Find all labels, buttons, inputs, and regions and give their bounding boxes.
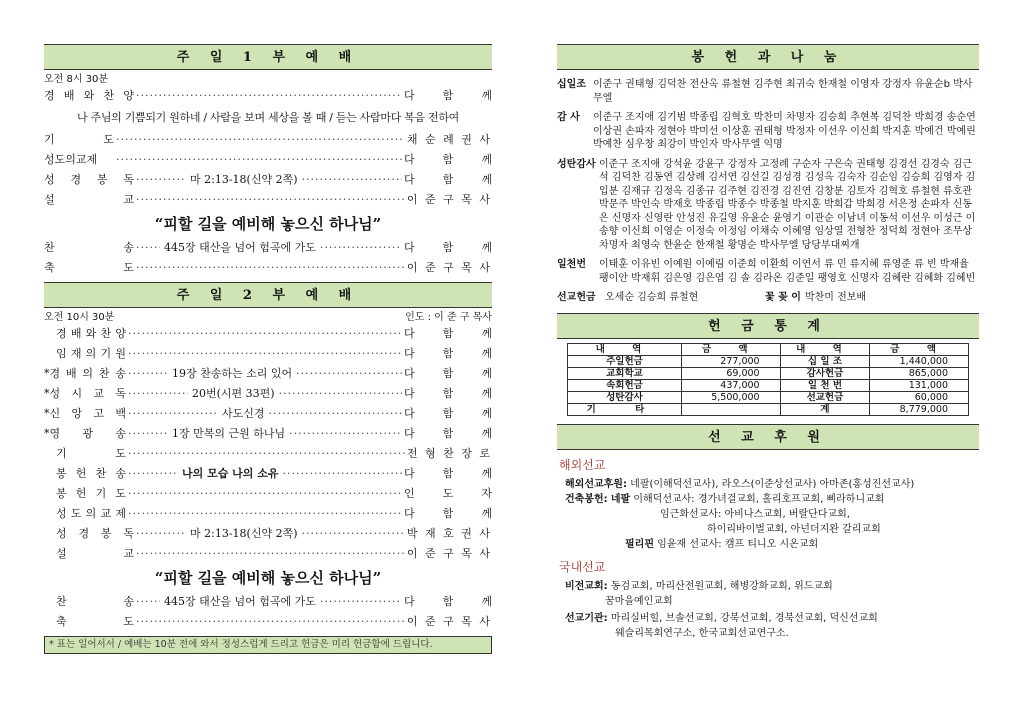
s2-order-row: 성 도 의 교 제 ····· 다 함 께 [44,504,492,524]
service2-title: 주 일 2 부 예 배 [44,282,492,308]
s2-hymn-row: 찬 송 ····· 445장 태산을 넘어 험곡에 가도 ····· 다 함 께 [44,592,492,612]
offering-tithe: 십일조 이준구 권태형 김덕찬 전산옥 류철현 김주현 최귀숙 한재철 이영자 강정자 유윤순b 박사무엘 [557,79,973,104]
overseas-support: 해외선교후원: 네팔(이해덕선교사), 라오스(이준상선교사) 아마존(홍성진선교사) [565,478,915,490]
s2-order-row: 기 도 ····· 전 형 찬 장 로 [44,444,492,464]
offering-christmas: 성탄감사 이준구 조지애 강석윤 강윤구 강정자 고정례 구순자 구은숙 권태형 김경선 김경숙 김근석 김덕찬 김동연 김상례 김서연 김선길 김성경 김성옥 김숙자 김순임 김승희 김영자 김입분 김재규 김정옥 김종규 김주현 김진경 김진연 김창분 김토자 김혁호 류철현 류호관 박문주 박인숙 박재호 박종립 박종수 박종철 박지훈 박희갑 박희경 서은정 손파자 신동은 신명자 신영란 안성진 유길영 유윤순 윤영기 이관순 이남녀 이동석 이선우 이성근 이송향 이신희 이영순 이정숙 이정임 이채숙 이혜영 임상열 전형찬 정덕희 정현아 조무상 차명자 최영숙 한윤순 한재철 황명순 박사무엘 당당부대찌개 [557,158,976,251]
vision-churches: 비전교회: 동검교회, 마리산전원교회, 해병강화교회, 위드교회 [565,580,833,592]
s2-order-row: *신 앙 고 백 ····· 사도신경 ····· 다 함 께 [44,404,492,424]
table-row: 교회학교 69,000 감사헌금 865,000 [568,367,969,379]
s1-worship-right: 다 함 께 [404,89,492,102]
right-column [557,44,979,641]
s2-sermon-title: “피할 길을 예비해 놓으신 하나님” [154,569,382,587]
domestic-heading: 국내선교 [559,559,606,574]
worship-notice: * 표는 일어서서 / 예배는 10분 전에 와서 정성스럽게 드리고 헌금은 미리 헌금함에 드립니다. [44,636,492,654]
s2-order-row: 설 교 ····· 이 준 구 목 사 [44,544,492,564]
left-column [44,44,492,654]
service2-order [44,324,492,564]
missions-title: 선 교 후 원 [557,424,979,450]
table-row: 주일헌금 277,000 십 일 조 1,440,000 [568,355,969,367]
s2-blessing-row: 축 도 ····· 이 준 구 목 사 [44,612,492,632]
s1-sermon-title: “피할 길을 예비해 놓으신 하나님” [154,215,382,233]
stats-title: 헌 금 통 계 [557,313,979,339]
s1-prayer-row: 기 도 ····· 채 순 례 권 사 [44,130,492,150]
s2-order-row: *영 광 송 ····· 1장 만복의 근원 하나님 ····· 다 함 께 [44,424,492,444]
service1-title: 주 일 1 부 예 배 [44,44,492,70]
s2-order-row: 봉 헌 찬 송 ····· 나의 모습 나의 소유 ····· 다 함 께 [44,464,492,484]
s1-sermon-row: 설 교 ····· 이 준 구 목 사 [44,190,492,210]
s1-reading-row: 성 경 봉 독 ····· 마 2:13-18(신약 2쪽) ····· 다 함 께 [44,170,492,190]
s1-hymn-title: 445장 태산을 넘어 험곡에 가도 [164,241,316,254]
offering-list [557,78,979,305]
s1-confess-row: 성도의교제 ····· 다 함 께 [44,150,492,170]
offering-general: 일천번 이태훈 이유빈 이예원 이예림 이준희 이환희 이연서 류 민 류지혜 류영준 류 빈 박재율 팽이안 박재휘 김은영 김은엽 김 솔 김라온 김준일 팽영호 신명자 김혜란 김혜화 김혜빈 [557,259,976,284]
building-support: 건축봉헌: 네팔 이해덕선교사: 경가녀걸교회, 홀리호프교회, 삐라하니교회 [565,493,885,505]
table-row: 성탄감사 5,500,000 선교헌금 60,000 [568,391,969,403]
philippines-support: 필리핀 임윤재 선교사: 캠프 티니오 시온교회 [625,538,819,550]
s2-order-row: 성 경 봉 독 ····· 마 2:13-18(신약 2쪽) ····· 박 재 호 권 사 [44,524,492,544]
s1-blessing-row: 축 도 ····· 이 준 구 목 사 [44,258,492,278]
s1-preacher: 이 준 구 목 사 [406,193,492,206]
s2-order-row: *경 배 의 찬 송 ····· 19장 찬송하는 소리 있어 ····· 다 함 께 [44,364,492,384]
s2-order-row: 봉 헌 기 도 ····· 인 도 자 [44,484,492,504]
table-row: 기 타 계 8,779,000 [568,403,969,415]
s1-worship-label: 경 배 와 찬 양 [44,89,134,102]
s2-order-row: 임 재 의 기 원 ····· 다 함 께 [44,344,492,364]
s1-reading-passage: 마 2:13-18(신약 2쪽) [190,173,298,186]
offering-mission-flower: 선교헌금 오세순 김승희 류철현 꽃 꽂 이 박찬미 전보배 [557,292,867,303]
s1-hymn-row: 찬 송 ····· 445장 태산을 넘어 험곡에 가도 ····· 다 함 께 [44,238,492,258]
mission-orgs: 선교기관: 마리실버힐, 브솔선교회, 강북선교회, 경북선교회, 덕신선교회 [565,612,878,624]
s1-prayer-leader: 채 순 례 권 사 [406,133,492,146]
s2-order-row: *성 시 교 독 ····· 20번(시편 33편) ····· 다 함 께 [44,384,492,404]
offering-title: 봉 헌 과 나 눔 [557,44,979,70]
s2-order-row: 경 배 와 찬 양 ····· 다 함 께 [44,324,492,344]
table-row: 속회헌금 437,000 일 천 번 131,000 [568,379,969,391]
s1-worship-row [44,86,492,106]
missions-section: 해외선교 해외선교후원: 네팔(이해덕선교사), 라오스(이준상선교사) 아마존(홍성진선교사) 건축봉헌: 네팔 이해덕선교사: 경가녀걸교회, 홀리호프교회, 삐라하니교회 임근화선교사: 아비나스교회, 버랄단다교회, 하이리바이벌교회, 아넌더지완 갈리교회 필리핀 임윤재 선교사: 캠프 티니오 시온교회 국내선교 비전교회: 동검교회, 마리산전원교회, 해병강화교회, 위드교회 꿈마을예인교회 선교기관: 마리실버힐, 브솔선교회, 강북선교회, 경북선교회, 덕신선교회 웨슬리목회연구소, 한국교회선교연구소. [557,456,979,641]
offering-thanks: 감 사 이준구 조지애 김기범 박종립 김혁호 박찬미 차명자 김승희 추현복 김덕찬 박희경 송순연 이상권 손파자 정현아 박미선 이상훈 권태형 박정자 이선우 이신희 박지훈 박예건 박예린 박예찬 심우창 최강이 박인자 박사무엘 익명 [557,112,976,150]
service2-info: 오전 10시 30분 인도 : 이 준 구 목사 [44,312,492,323]
table-header-row: 내 역 금 액 내 역 금 액 [568,343,969,355]
service1-time: 오전 8시 30분 [44,74,109,85]
overseas-heading: 해외선교 [559,457,606,472]
offering-stats-table [567,343,969,416]
s1-verse: 나 주님의 기쁨되기 원하네 / 사람을 보며 세상을 볼 때 / 듣는 사람마다 복음 전하여 [77,111,459,124]
